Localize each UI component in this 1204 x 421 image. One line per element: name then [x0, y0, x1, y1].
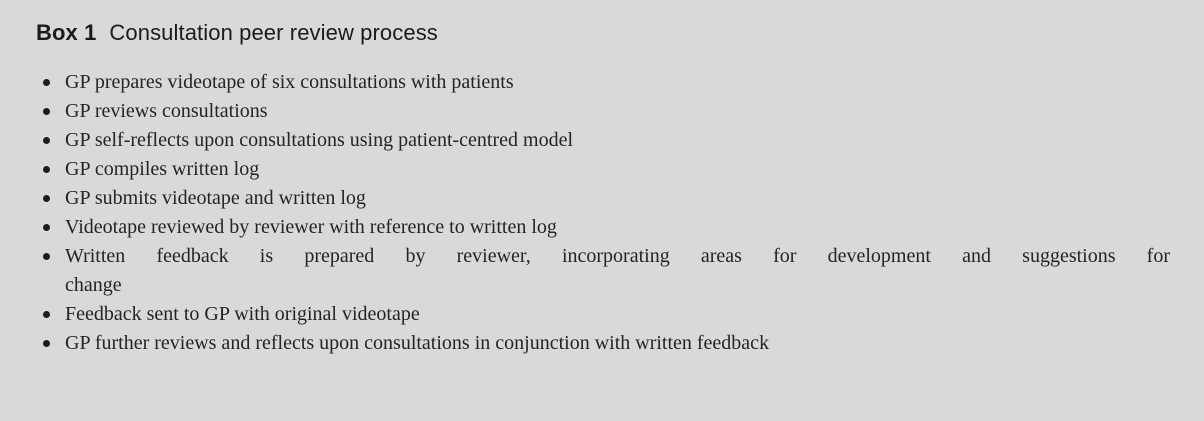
bullet-icon: [43, 108, 50, 115]
list-item-line: GP reviews consultations: [65, 100, 268, 122]
bullet-icon: [43, 224, 50, 231]
list-item-line: Written feedback is prepared by reviewer, incorporating areas for development and suggestions for: [65, 245, 1170, 267]
bullet-icon: [43, 79, 50, 86]
bullet-icon: [43, 253, 50, 260]
list-item: [36, 213, 1170, 242]
bullet-icon: [43, 137, 50, 144]
list-item-line: GP submits videotape and written log: [65, 187, 366, 209]
list-item: [36, 68, 1170, 97]
list-item-line: change: [65, 274, 122, 296]
process-list: [36, 68, 1170, 358]
list-item: [36, 242, 1170, 300]
bullet-icon: [43, 340, 50, 347]
box-header: [36, 20, 1170, 46]
list-item: [36, 155, 1170, 184]
list-item-line: GP self-reflects upon consultations using patient-centred model: [65, 129, 574, 151]
list-item-line: GP compiles written log: [65, 158, 260, 180]
bullet-icon: [43, 311, 50, 318]
bullet-icon: [43, 166, 50, 173]
list-item-line: GP further reviews and reflects upon consultations in conjunction with written feedback: [65, 332, 770, 354]
box-label: Box 1: [36, 20, 97, 45]
list-item: [36, 97, 1170, 126]
list-item-line: GP prepares videotape of six consultations with patients: [65, 71, 514, 93]
list-item-line: Videotape reviewed by reviewer with reference to written log: [65, 216, 557, 238]
list-item: [36, 126, 1170, 155]
box-title: Consultation peer review process: [109, 20, 438, 45]
list-item: [36, 184, 1170, 213]
list-item: [36, 300, 1170, 329]
bullet-icon: [43, 195, 50, 202]
list-item: [36, 329, 1170, 358]
list-item-line: Feedback sent to GP with original videotape: [65, 303, 420, 325]
